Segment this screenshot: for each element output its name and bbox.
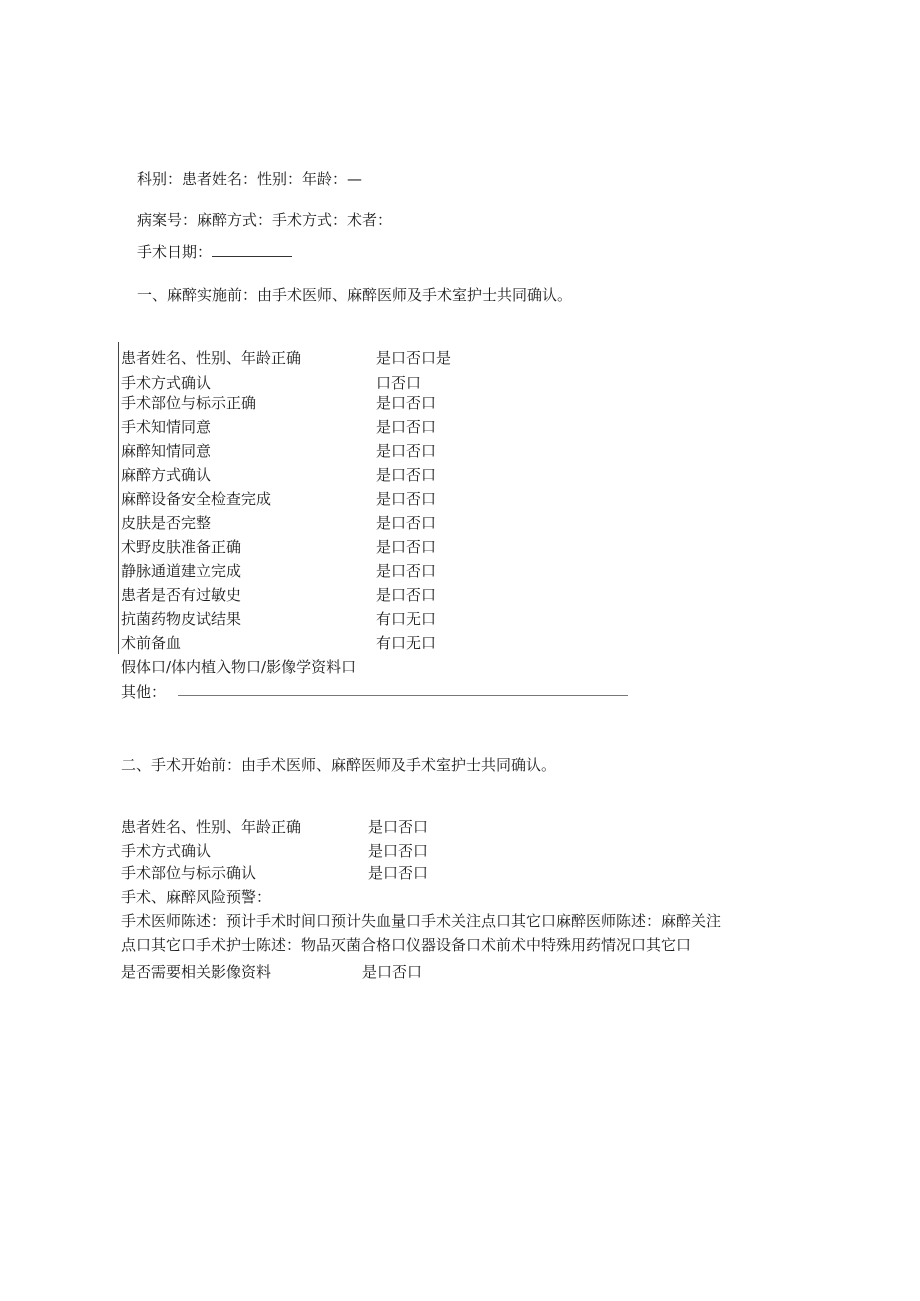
section1-row-options[interactable]: 是口否口 (376, 466, 437, 484)
risk-warning-line-2[interactable]: 点口其它口手术护士陈述：物品灭菌合格口仪器设备口术前术中特殊用药情况口其它口 (121, 936, 692, 954)
section2-row-label: 患者姓名、性别、年龄正确 (121, 818, 302, 836)
section-1-left-border (118, 342, 119, 654)
section1-row-options[interactable]: 是口否口是 (376, 349, 452, 367)
other-input-line[interactable] (178, 695, 628, 696)
section1-row-options[interactable]: 有口无口 (376, 610, 437, 628)
implants-row[interactable]: 假体口/体内植入物口/影像学资料口 (121, 658, 357, 676)
section1-row-label: 术前备血 (121, 634, 182, 652)
section1-row-label: 皮肤是否完整 (121, 514, 212, 532)
section1-row-label: 手术方式确认 (121, 374, 212, 392)
section-1-title: 一、麻醉实施前：由手术医师、麻醉医师及手术室护士共同确认。 (137, 286, 573, 304)
section1-row-options[interactable]: 口否口 (376, 374, 422, 392)
surgery-date-label: 手术日期： (137, 243, 213, 261)
header-line-1: 科别：患者姓名：性别：年龄：— (137, 170, 363, 188)
section1-row-label: 麻醉方式确认 (121, 466, 212, 484)
section1-row-label: 患者是否有过敏史 (121, 586, 242, 604)
section1-row-options[interactable]: 是口否口 (376, 442, 437, 460)
section1-row-label: 手术知情同意 (121, 418, 212, 436)
section2-row-options[interactable]: 是口否口 (368, 818, 429, 836)
header-line-2: 病案号：麻醉方式：手术方式：术者： (137, 211, 393, 229)
section2-row-options[interactable]: 是口否口 (368, 842, 429, 860)
section1-row-options[interactable]: 是口否口 (376, 562, 437, 580)
surgery-date-field[interactable] (212, 242, 292, 257)
section1-row-options[interactable]: 是口否口 (376, 538, 437, 556)
section2-row-label: 手术方式确认 (121, 842, 212, 860)
section1-row-label: 抗菌药物皮试结果 (121, 610, 242, 628)
section2-row-label: 手术部位与标示确认 (121, 864, 257, 882)
surgery-date-row (137, 241, 292, 262)
section2-row-options[interactable]: 是口否口 (368, 864, 429, 882)
risk-warning-title: 手术、麻醉风险预警： (121, 888, 272, 906)
section1-row-options[interactable]: 是口否口 (376, 418, 437, 436)
section-2-title: 二、手术开始前：由手术医师、麻醉医师及手术室护士共同确认。 (121, 756, 557, 774)
risk-warning-line-1[interactable]: 手术医师陈述：预计手术时间口预计失血量口手术关注点口其它口麻醉医师陈述：麻醉关注 (121, 912, 722, 930)
section1-row-label: 麻醉知情同意 (121, 442, 212, 460)
section1-row-label: 术野皮肤准备正确 (121, 538, 242, 556)
section1-row-label: 麻醉设备安全检查完成 (121, 490, 272, 508)
section1-row-label: 静脉通道建立完成 (121, 562, 242, 580)
section1-row-options[interactable]: 是口否口 (376, 490, 437, 508)
section1-row-options[interactable]: 是口否口 (376, 586, 437, 604)
imaging-question-options[interactable]: 是口否口 (362, 963, 423, 981)
section1-row-options[interactable]: 有口无口 (376, 634, 437, 652)
section1-row-options[interactable]: 是口否口 (376, 514, 437, 532)
section1-row-options[interactable]: 是口否口 (376, 394, 437, 412)
imaging-question-label: 是否需要相关影像资料 (121, 963, 272, 981)
section1-row-label: 患者姓名、性别、年龄正确 (121, 349, 302, 367)
section1-row-label: 手术部位与标示正确 (121, 394, 257, 412)
other-label: 其他： (121, 683, 167, 701)
